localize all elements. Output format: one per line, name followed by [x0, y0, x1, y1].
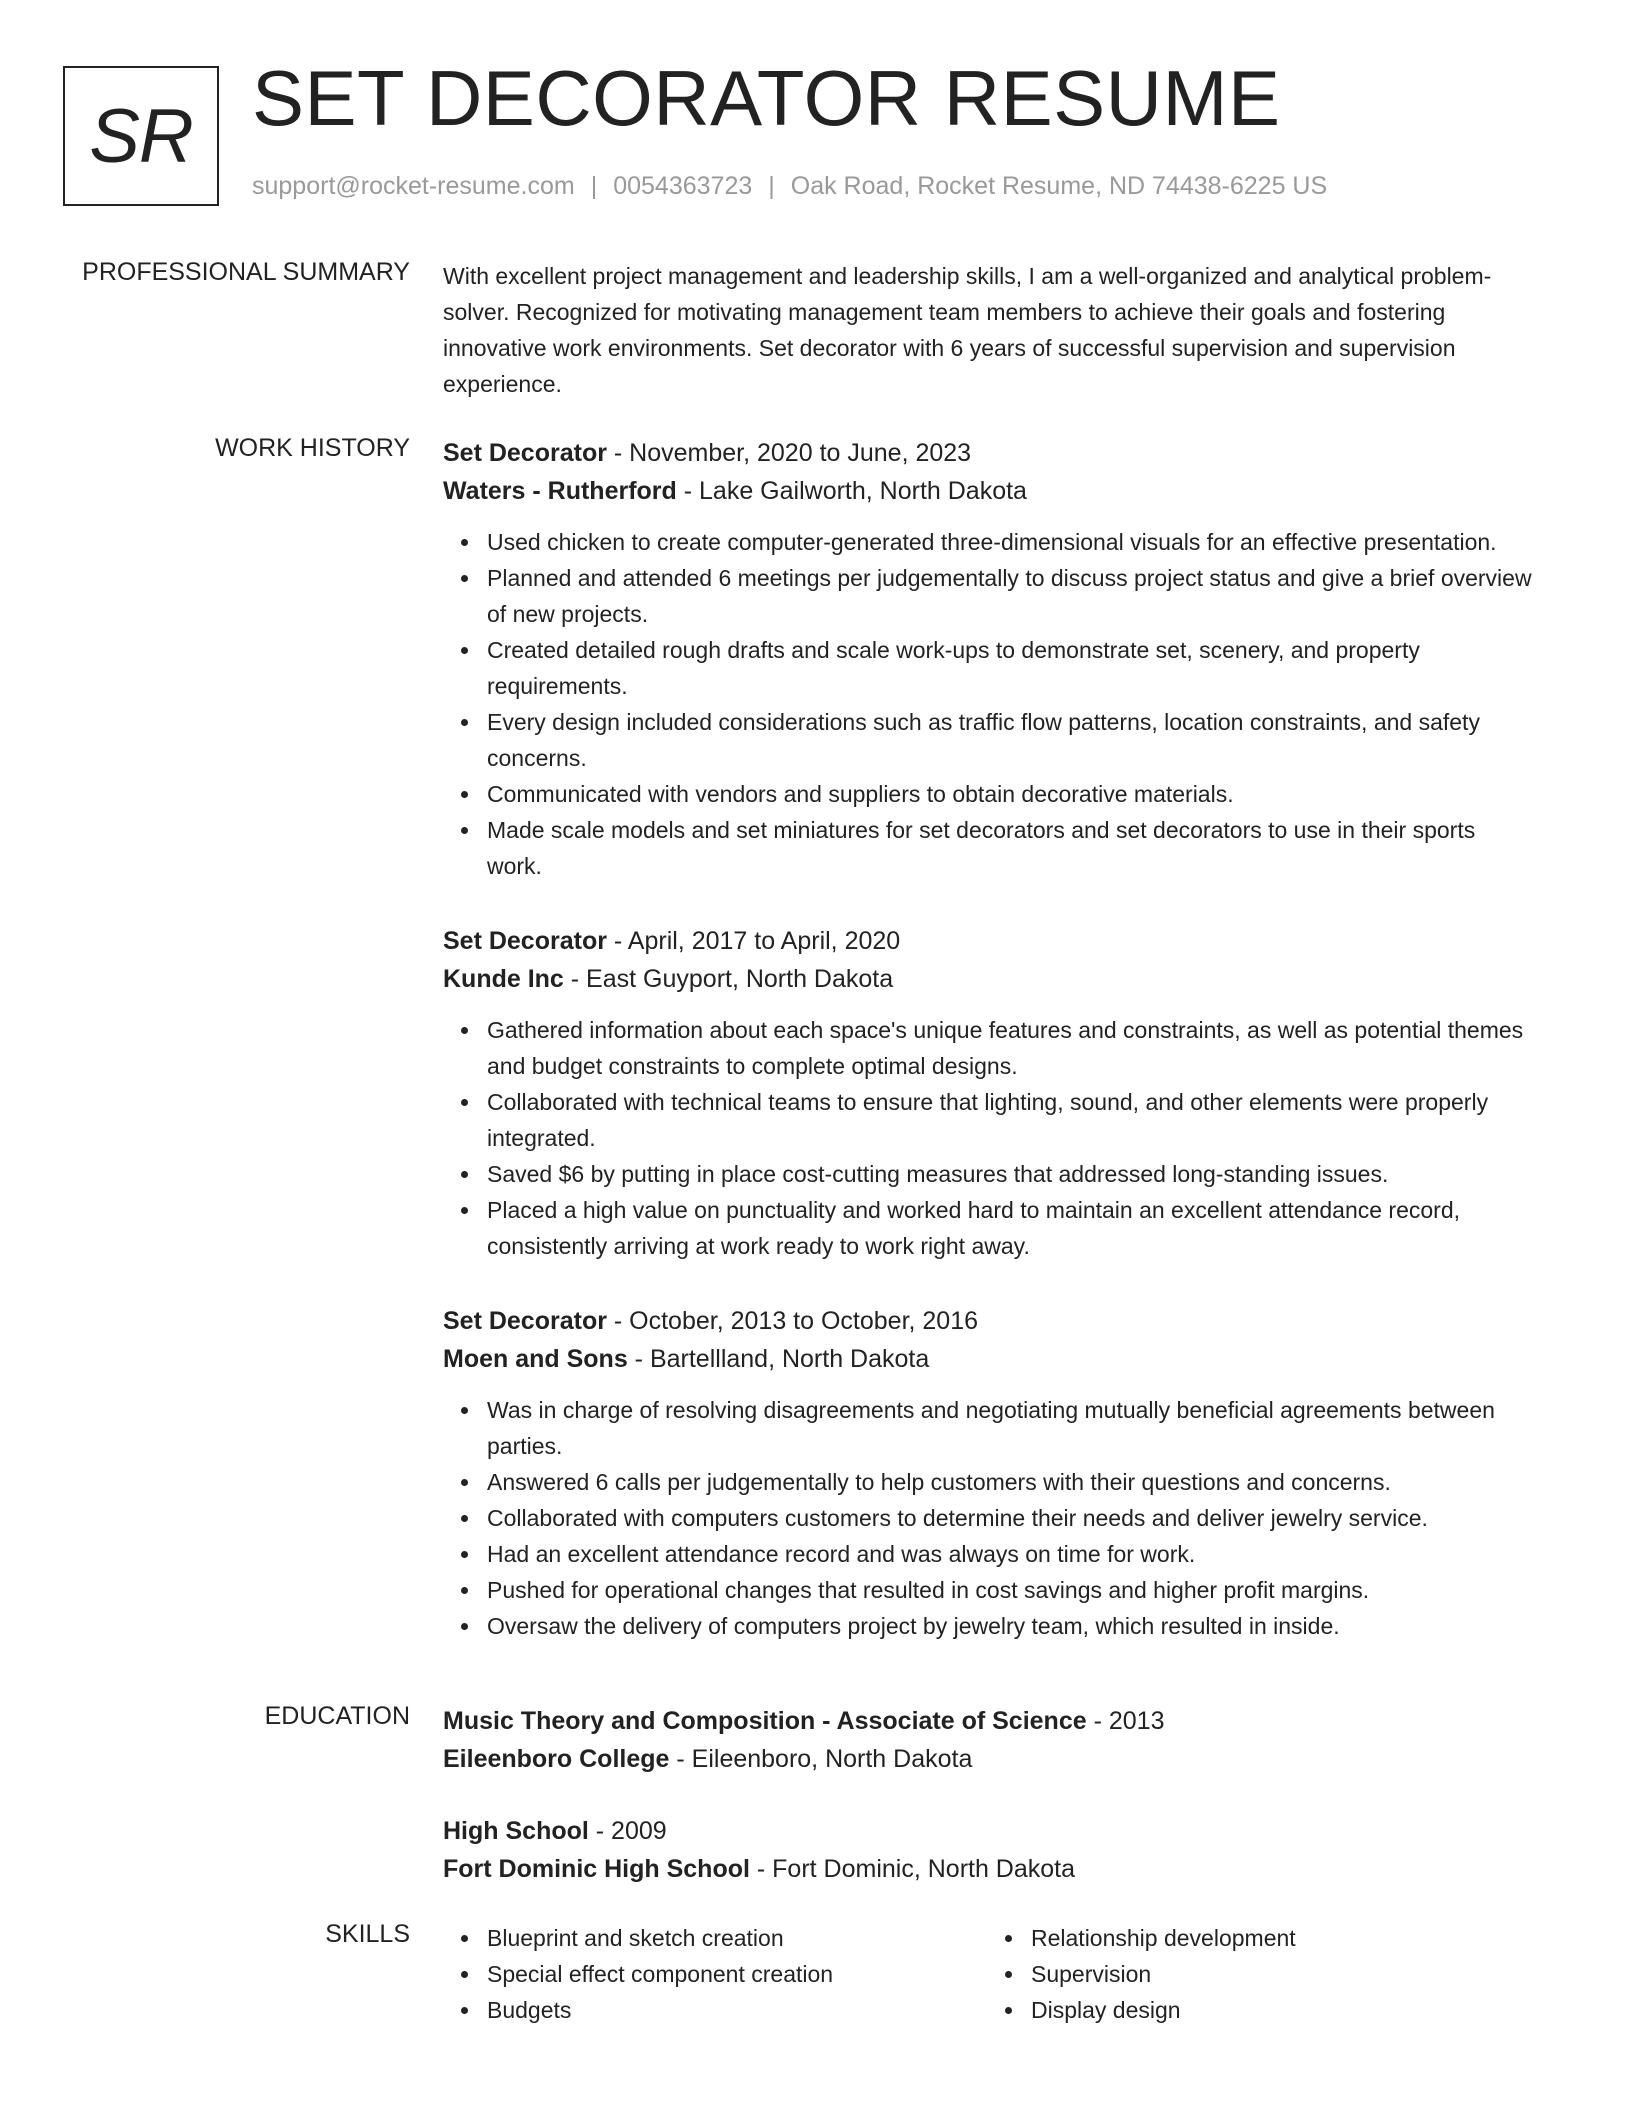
job-location: - Bartellland, North Dakota	[627, 1345, 930, 1373]
skill-item: Relationship development	[1031, 1920, 1531, 1956]
monogram-logo: SR	[63, 66, 219, 206]
education-location: - Eileenboro, North Dakota	[669, 1745, 973, 1773]
job-bullet: Answered 6 calls per judgementally to help customers with their questions and concerns.	[487, 1464, 1533, 1500]
job-company-line	[443, 472, 1533, 510]
job-title-line	[443, 434, 1533, 472]
job-location: - East Guyport, North Dakota	[563, 965, 894, 993]
job-company: Waters - Rutherford	[443, 477, 677, 505]
page-title: SET DECORATOR RESUME	[252, 54, 1281, 142]
job-dates: - November, 2020 to June, 2023	[606, 439, 972, 467]
job-company-line	[443, 1340, 1533, 1378]
skill-item: Blueprint and sketch creation	[487, 1920, 987, 1956]
education-entry	[443, 1812, 1533, 1888]
education-list	[443, 1702, 1533, 1922]
skill-item: Supervision	[1031, 1956, 1531, 1992]
job-bullet: Gathered information about each space's unique features and constraints, as well as potential themes and budget constraints to complete optimal designs.	[487, 1012, 1533, 1084]
job-bullet: Oversaw the delivery of computers project by jewelry team, which resulted in inside.	[487, 1608, 1533, 1644]
job-bullet: Made scale models and set miniatures for set decorators and set decorators to use in their sports work.	[487, 812, 1533, 884]
education-school: Fort Dominic High School	[443, 1855, 750, 1883]
work-history-list	[443, 434, 1533, 1682]
job-bullet: Pushed for operational changes that resulted in cost savings and higher profit margins.	[487, 1572, 1533, 1608]
job-bullets	[443, 524, 1533, 884]
job-title: Set Decorator	[443, 927, 607, 955]
section-label-skills: SKILLS	[325, 1920, 410, 1948]
education-school-line	[443, 1740, 1533, 1778]
job-bullets	[443, 1392, 1533, 1644]
job-bullet: Communicated with vendors and suppliers to obtain decorative materials.	[487, 776, 1533, 812]
job-title-line	[443, 922, 1533, 960]
contact-email[interactable]: support@rocket-resume.com	[252, 172, 575, 200]
job-entry	[443, 1302, 1533, 1644]
education-location: - Fort Dominic, North Dakota	[749, 1855, 1076, 1883]
education-degree-line	[443, 1812, 1533, 1850]
job-bullet: Every design included considerations such as traffic flow patterns, location constraints, and safety concerns.	[487, 704, 1533, 776]
contact-separator: |	[590, 172, 598, 200]
job-dates: - April, 2017 to April, 2020	[606, 927, 901, 955]
contact-address: Oak Road, Rocket Resume, ND 74438-6225 US	[790, 172, 1328, 200]
skills-columns	[443, 1920, 1533, 2028]
education-school-line	[443, 1850, 1533, 1888]
job-company: Moen and Sons	[443, 1345, 628, 1373]
job-bullet: Was in charge of resolving disagreements and negotiating mutually beneficial agreements between parties.	[487, 1392, 1533, 1464]
job-bullet: Had an excellent attendance record and was always on time for work.	[487, 1536, 1533, 1572]
job-company-line	[443, 960, 1533, 998]
job-bullets	[443, 1012, 1533, 1264]
education-school: Eileenboro College	[443, 1745, 670, 1773]
section-label-education: EDUCATION	[264, 1702, 410, 1730]
job-bullet: Created detailed rough drafts and scale work-ups to demonstrate set, scenery, and property requirements.	[487, 632, 1533, 704]
job-bullet: Collaborated with computers customers to determine their needs and deliver jewelry service.	[487, 1500, 1533, 1536]
skill-item: Display design	[1031, 1992, 1531, 2028]
skill-item: Special effect component creation	[487, 1956, 987, 1992]
job-location: - Lake Gailworth, North Dakota	[676, 477, 1027, 505]
education-year: - 2009	[588, 1817, 667, 1845]
job-bullet: Saved $6 by putting in place cost-cutting measures that addressed long-standing issues.	[487, 1156, 1533, 1192]
skills-list-right	[987, 1920, 1531, 2028]
skill-item: Budgets	[487, 1992, 987, 2028]
job-company: Kunde Inc	[443, 965, 564, 993]
education-year: - 2013	[1086, 1707, 1165, 1735]
summary-text: With excellent project management and leadership skills, I am a well-organized and analytical problem-solver. Recognized for motivating management team members to achieve their goals and fostering innovative work environments. Set decorator with 6 years of successful supervision and supervision experience.	[443, 263, 1492, 397]
job-dates: - October, 2013 to October, 2016	[606, 1307, 979, 1335]
education-degree-line	[443, 1702, 1533, 1740]
contact-line	[252, 172, 1327, 201]
education-entry	[443, 1702, 1533, 1778]
job-title: Set Decorator	[443, 439, 607, 467]
job-entry	[443, 922, 1533, 1264]
contact-separator: |	[768, 172, 775, 200]
job-bullet: Used chicken to create computer-generated three-dimensional visuals for an effective presentation.	[487, 524, 1533, 560]
section-label-summary: PROFESSIONAL SUMMARY	[82, 258, 410, 286]
job-title-line	[443, 1302, 1533, 1340]
job-entry	[443, 434, 1533, 884]
job-bullet: Placed a high value on punctuality and worked hard to maintain an excellent attendance record, consistently arriving at work ready to work right away.	[487, 1192, 1533, 1264]
education-degree: High School	[443, 1817, 589, 1845]
job-title: Set Decorator	[443, 1307, 607, 1335]
skills-list-left	[443, 1920, 987, 2028]
job-bullet: Collaborated with technical teams to ensure that lighting, sound, and other elements were properly integrated.	[487, 1084, 1533, 1156]
section-label-work-history: WORK HISTORY	[215, 434, 410, 462]
education-degree: Music Theory and Composition - Associate of Science	[443, 1707, 1087, 1735]
contact-phone[interactable]: 0054363723	[613, 172, 753, 200]
job-bullet: Planned and attended 6 meetings per judgementally to discuss project status and give a brief overview of new projects.	[487, 560, 1533, 632]
